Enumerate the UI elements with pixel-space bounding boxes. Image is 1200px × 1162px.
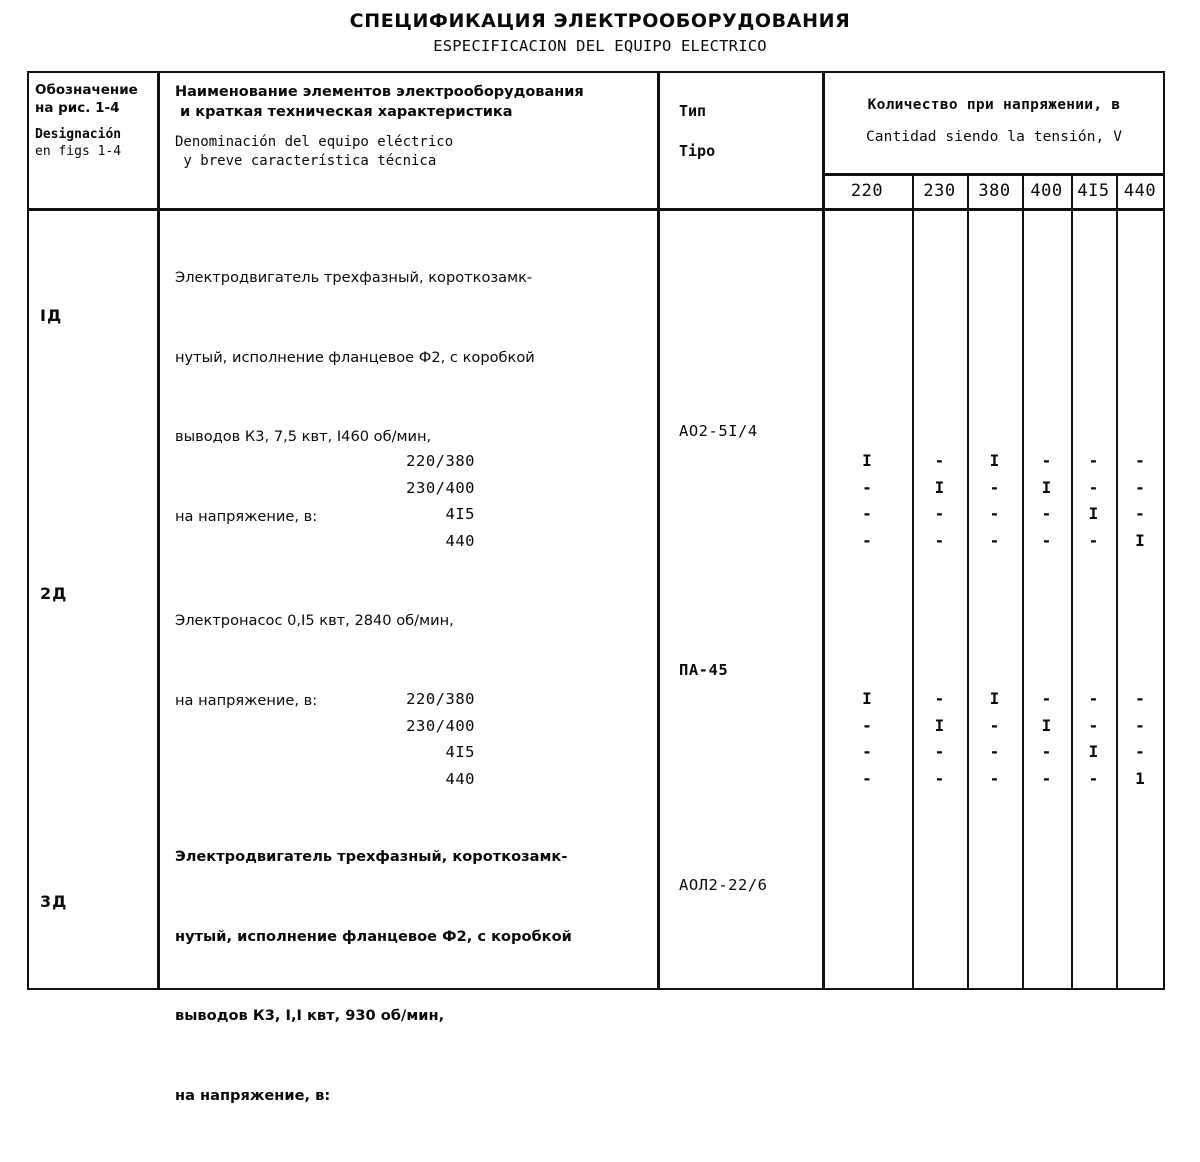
qty-value: - — [1135, 715, 1145, 735]
header-name-ru-1: Наименование элементов электрооборудования — [175, 84, 584, 100]
qty-value: - — [862, 715, 872, 735]
qty-value: I — [1041, 715, 1052, 735]
header-name-es-2: y breve característica técnica — [175, 153, 437, 169]
qty-value: - — [934, 530, 945, 550]
header-type — [679, 91, 819, 171]
qty-1d-400 — [1022, 448, 1071, 554]
qty-value: - — [1088, 715, 1099, 735]
qty-1d-380 — [967, 448, 1022, 554]
description-line: Электронасос 0,I5 квт, 2840 об/мин, — [175, 612, 454, 629]
qty-value: - — [1041, 530, 1052, 550]
qty-value: - — [989, 530, 1000, 550]
document-title-block — [0, 10, 1200, 56]
qty-1d-440 — [1116, 448, 1164, 554]
voltage-variant: 220/380 — [406, 452, 475, 470]
row-designation-2d: 2Д — [40, 584, 68, 603]
header-designation-ru-2: на рис. 1-4 — [35, 100, 120, 116]
voltage-header-440: 440 — [1123, 181, 1157, 201]
qty-value: - — [989, 742, 1000, 761]
qty-value: - — [862, 477, 872, 497]
row-voltage-variants-2d — [175, 686, 475, 792]
qty-value: - — [1088, 689, 1099, 708]
qty-value: - — [1088, 768, 1099, 788]
qty-value: I — [862, 451, 872, 470]
voltage-variant: 4I5 — [445, 505, 475, 523]
header-quantity — [829, 89, 1159, 153]
header-type-es: Тipo — [679, 142, 716, 160]
header-quantity-es: Cantidad siendo la tensión, V — [865, 129, 1123, 145]
qty-value: - — [989, 477, 1000, 497]
voltage-header-400: 400 — [1030, 181, 1063, 201]
voltage-variant: 230/400 — [406, 716, 475, 735]
qty-value: - — [989, 768, 1000, 788]
page-title-ru: СПЕЦИФИКАЦИЯ ЭЛЕКТРООБОРУДОВАНИЯ — [349, 10, 851, 32]
header-designation — [35, 81, 163, 160]
qty-value: - — [1041, 742, 1052, 761]
qty-value: - — [1135, 477, 1145, 497]
header-body-divider — [29, 208, 1163, 211]
qty-value: - — [934, 689, 945, 708]
qty-value: 1 — [1135, 768, 1145, 788]
qty-value: I — [1041, 477, 1052, 497]
qty-value: - — [862, 768, 872, 788]
qty-value: - — [1041, 768, 1052, 788]
specification-table — [27, 71, 1165, 1104]
header-name-es-1: Denominación del equipo eléctrico — [175, 134, 454, 150]
description-line: Электродвигатель трехфазный, короткозамк- — [175, 269, 533, 286]
qty-value: - — [1135, 504, 1145, 523]
row-type-code-3d: АОЛ2-22/6 — [679, 876, 768, 894]
qty-2d-380 — [967, 686, 1022, 792]
qty-1d-220 — [822, 448, 912, 554]
qty-value: I — [934, 477, 945, 497]
qty-value: - — [862, 530, 872, 550]
voltage-header-380: 380 — [978, 181, 1011, 201]
row-description-3d — [175, 791, 675, 1162]
description-line: на напряжение, в: — [175, 1086, 331, 1104]
header-designation-es-1: Designación — [35, 127, 122, 142]
column-divider-v400 — [1071, 173, 1073, 988]
description-line: на напряжение, в: — [175, 507, 318, 525]
qty-2d-440 — [1116, 686, 1164, 792]
description-line: нутый, исполнение фланцевое Ф2, с коробкой — [175, 927, 572, 945]
qty-value: - — [934, 451, 945, 470]
voltage-header-415: 4I5 — [1077, 181, 1110, 201]
qty-value: I — [1088, 742, 1099, 761]
qty-value: - — [1041, 689, 1052, 708]
column-divider-v220 — [912, 173, 914, 988]
qty-2d-415 — [1071, 686, 1116, 792]
voltage-variant: 220/380 — [406, 690, 475, 708]
qty-value: - — [989, 715, 1000, 735]
description-line: Электродвигатель трехфазный, короткозамк- — [175, 848, 568, 865]
header-name — [175, 82, 655, 171]
voltage-header-230: 230 — [923, 181, 956, 201]
column-divider-v415 — [1116, 173, 1118, 988]
qty-value: I — [934, 715, 945, 735]
qty-value: - — [989, 504, 1000, 523]
row-designation-3d: 3Д — [40, 892, 68, 911]
qty-value: - — [1088, 530, 1099, 550]
header-name-ru-2: и краткая техническая характеристика — [175, 104, 513, 120]
description-line: нутый, исполнение фланцевое Ф2, с коробкой — [175, 348, 535, 366]
column-divider-v230 — [967, 173, 969, 988]
header-designation-es-2: en figs 1-4 — [35, 144, 122, 159]
qty-value: - — [934, 504, 945, 523]
qty-1d-230 — [912, 448, 967, 554]
row-designation-1d: IД — [40, 306, 63, 325]
page-title-es: ESPECIFICACION DEL EQUIPO ELECTRICO — [433, 37, 767, 55]
qty-value: - — [1135, 451, 1145, 470]
column-divider-v380 — [1022, 173, 1024, 988]
qty-value: I — [989, 689, 1000, 708]
qty-2d-230 — [912, 686, 967, 792]
header-designation-ru-1: Обозначение — [35, 82, 138, 98]
qty-value: - — [862, 742, 872, 761]
voltage-variant: 440 — [445, 769, 475, 788]
qty-value: - — [1088, 451, 1099, 470]
qty-2d-400 — [1022, 686, 1071, 792]
qty-2d-220 — [822, 686, 912, 792]
description-line: выводов К3, 7,5 квт, I460 об/мин, — [175, 428, 432, 445]
row-type-code-2d: ПА-45 — [679, 661, 729, 679]
qty-value: - — [934, 742, 945, 761]
voltage-variant: 4I5 — [445, 743, 475, 761]
voltage-header-220: 220 — [850, 181, 884, 201]
description-line: на напряжение, в: — [175, 691, 318, 709]
row-voltage-variants-1d — [175, 448, 475, 554]
qty-1d-415 — [1071, 448, 1116, 554]
qty-value: I — [862, 689, 872, 708]
header-type-ru: Тип — [679, 102, 707, 120]
qty-value: I — [1135, 530, 1145, 550]
qty-value: - — [1041, 504, 1052, 523]
voltage-variant: 440 — [445, 531, 475, 550]
qty-value: - — [1135, 689, 1145, 708]
qty-value: - — [1135, 742, 1145, 761]
row-type-code-1d: АО2-5I/4 — [679, 422, 758, 440]
description-line: выводов К3, I,I квт, 930 об/мин, — [175, 1007, 445, 1024]
qty-value: - — [1088, 477, 1099, 497]
qty-value: I — [989, 451, 1000, 470]
qty-value: - — [1041, 451, 1052, 470]
qty-value: - — [934, 768, 945, 788]
qty-value: I — [1088, 504, 1099, 523]
qty-value: - — [862, 504, 872, 523]
voltage-variant: 230/400 — [406, 478, 475, 497]
header-quantity-ru: Количество при напряжении, в — [867, 97, 1121, 113]
